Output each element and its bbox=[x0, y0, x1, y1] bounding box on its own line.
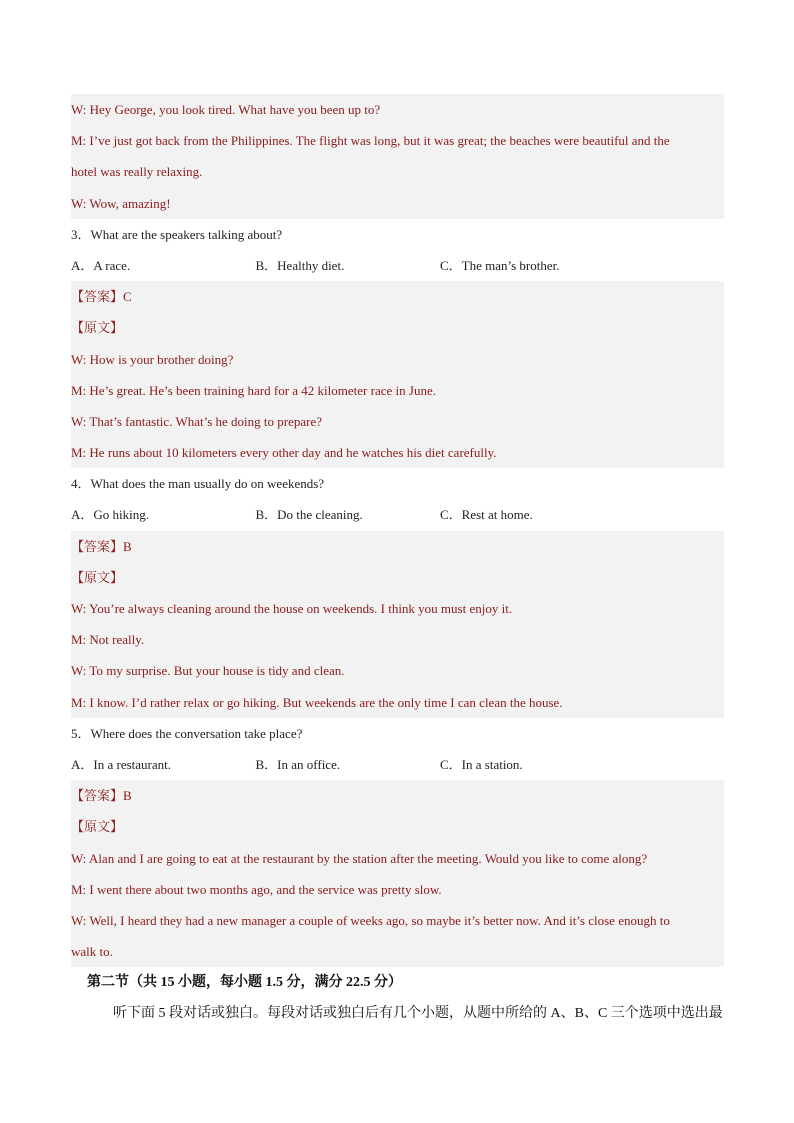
transcript-line: hotel was really relaxing. bbox=[71, 156, 724, 187]
transcript-line: W: Well, I heard they had a new manager a couple of weeks ago, so maybe it’s better now. And it’s close enough to bbox=[71, 905, 724, 936]
answer-value: B bbox=[123, 538, 132, 554]
transcript-line: W: Hey George, you look tired. What have you been up to? bbox=[71, 94, 724, 125]
transcript-line: W: You’re always cleaning around the house on weekends. I think you must enjoy it. bbox=[71, 593, 724, 624]
answer-key bbox=[71, 531, 724, 562]
label-text: 【原文】 bbox=[71, 320, 124, 336]
transcript-line: M: I went there about two months ago, and the service was pretty slow. bbox=[71, 874, 724, 905]
transcript-heading bbox=[71, 562, 724, 593]
transcript-line: M: He’s great. He’s been training hard for a 42 kilometer race in June. bbox=[71, 375, 724, 406]
answer-key bbox=[71, 281, 724, 312]
answer-key bbox=[71, 780, 724, 811]
transcript-line: M: He runs about 10 kilometers every other day and he watches his diet carefully. bbox=[71, 437, 724, 468]
option-b: B．Do the cleaning. bbox=[255, 507, 363, 523]
transcript-heading bbox=[71, 811, 724, 842]
transcript-line: W: Alan and I are going to eat at the restaurant by the station after the meeting. Would you like to come along? bbox=[71, 843, 724, 874]
transcript-line: W: How is your brother doing? bbox=[71, 344, 724, 375]
label-text: 【答案】 bbox=[71, 289, 124, 305]
option-c: C．Rest at home. bbox=[440, 507, 533, 523]
transcript-line: W: Wow, amazing! bbox=[71, 188, 724, 219]
question-text: 4．What does the man usually do on weekends? bbox=[71, 476, 325, 492]
option-a: A．A race. bbox=[71, 257, 131, 273]
transcript-line: M: Not really. bbox=[71, 624, 724, 655]
option-c: C．The man’s brother. bbox=[440, 257, 560, 273]
label-text: 【原文】 bbox=[71, 569, 124, 585]
transcript-line: walk to. bbox=[71, 936, 724, 967]
option-a: A．In a restaurant. bbox=[71, 756, 171, 772]
section-heading: 第二节（共 15 小题，每小题 1.5 分，满分 22.5 分） bbox=[87, 975, 402, 991]
label-text: 【答案】 bbox=[71, 788, 124, 804]
answer-value: C bbox=[123, 289, 132, 305]
transcript-heading bbox=[71, 312, 724, 343]
answer-options bbox=[71, 499, 724, 530]
transcript-line: M: I’ve just got back from the Philippines. The flight was long, but it was great; the beaches were beautiful and the bbox=[71, 125, 724, 156]
answer-value: B bbox=[123, 788, 132, 804]
question-text: 5．Where does the conversation take place? bbox=[71, 725, 303, 741]
instruction-paragraph: 听下面 5 段对话或独白。每段对话或独白后有几个小题，从题中所给的 A、B、C 三个选项中选出最 bbox=[113, 1006, 723, 1022]
document-page bbox=[71, 94, 724, 1030]
answer-options bbox=[71, 250, 724, 281]
transcript-line: M: I know. I’d rather relax or go hiking. But weekends are the only time I can clean the house. bbox=[71, 687, 724, 718]
option-b: B．Healthy diet. bbox=[255, 257, 345, 273]
option-b: B．In an office. bbox=[255, 756, 341, 772]
transcript-line: W: That’s fantastic. What’s he doing to prepare? bbox=[71, 406, 724, 437]
transcript-line: W: To my surprise. But your house is tidy and clean. bbox=[71, 655, 724, 686]
answer-options bbox=[71, 749, 724, 780]
option-a: A．Go hiking. bbox=[71, 507, 150, 523]
option-c: C．In a station. bbox=[440, 756, 523, 772]
label-text: 【答案】 bbox=[71, 538, 124, 554]
label-text: 【原文】 bbox=[71, 819, 124, 835]
question-text: 3．What are the speakers talking about? bbox=[71, 226, 283, 242]
